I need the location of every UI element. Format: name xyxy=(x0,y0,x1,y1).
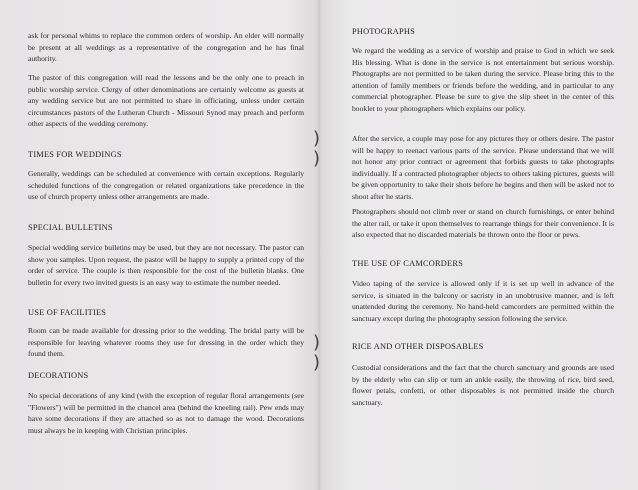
use-of-facilities-paragraph: Room can be made available for dressing prior to the wedding. The bridal party will be responsible for leaving whatever rooms they use for dressing in the order which they found them. xyxy=(28,326,304,359)
photographs-paragraph-after-service: After the service, a couple may pose for any pictures they or others desire. The pastor will be happy to reenact various parts of the service. Please understand that we will not honor any prior contract or agreement that forbids guests to take photographs individually. If a contracted photographer objects to others taking pictures, guests will be given opportunity to take their shots before he begins and then will be asked not to shoot after he starts. xyxy=(352,134,614,201)
intro-paragraph-elder: ask for personal whims to replace the common orders of worship. An elder will normally be present at all weddings as a representative of the congregation and he has final authority. xyxy=(28,31,304,64)
rice-and-disposables-heading: RICE AND OTHER DISPOSABLES xyxy=(352,342,484,351)
times-for-weddings-heading: TIMES FOR WEDDINGS xyxy=(28,150,122,159)
photographs-heading: PHOTOGRAPHS xyxy=(352,27,416,36)
times-for-weddings-paragraph: Generally, weddings can be scheduled at convenience with certain exceptions. Regularly scheduled functions of the congregation or related organizations take precedence in the use of church property unless other arrangements are made. xyxy=(28,169,304,202)
upper-staple-icon: ) xyxy=(313,128,321,149)
decorations-paragraph: No special decorations of any kind (with the exception of regular floral arrangements (see "Flowers") will be permitted in the chancel area (behind the kneeling rail). Pew ends may have some decorations if they are attached so as not to damage the wood. Decorations must always be in keeping with Christian principles. xyxy=(28,391,304,435)
lower-staple-icon-lower: ) xyxy=(313,352,321,373)
special-bulletins-heading: SPECIAL BULLETINS xyxy=(28,223,113,232)
decorations-heading: DECORATIONS xyxy=(28,371,89,380)
special-bulletins-paragraph: Special wedding service bulletins may be used, but they are not necessary. The pastor can show you samples. Upon request, the pastor will be happy to supply a printed copy of the order of service. The couple is then responsible for the cost of the bulletin blanks. One bulletin for every two invited guests is an easy way to estimate the number needed. xyxy=(28,243,304,287)
photographs-paragraph-conduct: Photographers should not climb over or stand on church furnishings, or enter behind the alter rail, or take it upon themselves to rearrange things for their convenience. It is also expected that no discarded materials be thrown onto the floor or pews. xyxy=(352,207,614,240)
photographs-paragraph-worship: We regard the wedding as a service of worship and praise to God in which we seek His blessing. What is done in the service is not entertainment but serious worship. Photographs are not permitted to be taken during the service. Please bring this to the attention of family members or friends before the wedding, and in particular to any commercial photographer. Please be sure to give the slip sheet in the center of this booklet to your photographers which explains our policy. xyxy=(352,46,614,113)
center-fold xyxy=(318,0,320,490)
camcorders-heading: THE USE OF CAMCORDERS xyxy=(352,259,463,268)
lower-staple-icon: ) xyxy=(313,332,321,353)
intro-paragraph-pastor: The pastor of this congregation will read the lessons and be the only one to preach in public worship service. Clergy of other denominations are certainly welcome as guests at any wedding service but are not permitted to share in officiating, unless under certain circumstances pastors of the Lutheran Church - Missouri Synod may preach and perform other aspects of the wedding ceremony. xyxy=(28,73,304,129)
use-of-facilities-heading: USE OF FACILITIES xyxy=(28,308,107,317)
rice-and-disposables-paragraph: Custodial considerations and the fact that the church sanctuary and grounds are used by the elderly who can slip or turn an ankle easily, the throwing of rice, bird seed, flower petals, confetti, or other disposables is not permitted inside the church sanctuary. xyxy=(352,363,614,407)
camcorders-paragraph: Video taping of the service is allowed only if it is set up well in advance of the service, is situated in the balcony or sacristy in an unobtrusive manner, and is left unattended during the ceremony. No hand-held camcorders are permitted within the sanctuary except during the photography session following the service. xyxy=(352,279,614,323)
upper-staple-icon-lower: ) xyxy=(313,148,321,169)
